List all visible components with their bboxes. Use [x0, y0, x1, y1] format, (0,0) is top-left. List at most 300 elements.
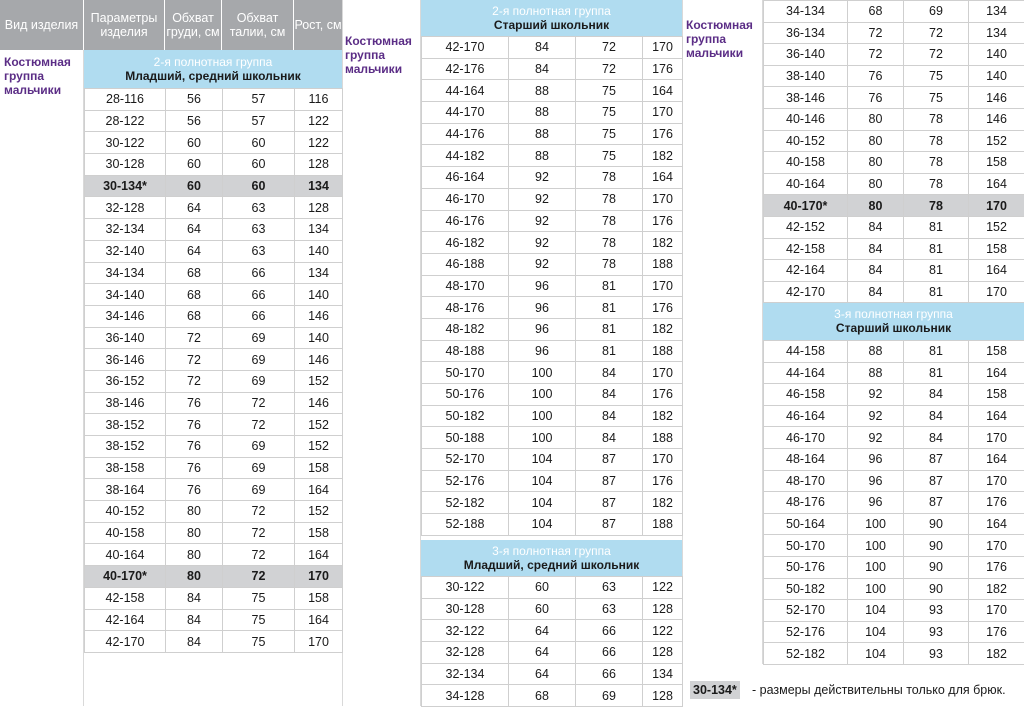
- cell-chest: 88: [848, 341, 904, 363]
- cell-chest: 84: [848, 216, 904, 238]
- cell-chest: 92: [509, 210, 576, 232]
- table-row: [422, 123, 683, 145]
- cell-chest: 80: [166, 501, 223, 523]
- table-row: [422, 318, 683, 340]
- cell-height: 182: [969, 643, 1024, 665]
- cell-chest: 72: [848, 44, 904, 66]
- table-row: [422, 384, 683, 406]
- cell-size: 44-164: [422, 80, 509, 102]
- cell-height: 116: [295, 89, 343, 111]
- header-product-type: Вид изделия: [0, 0, 84, 50]
- cell-chest: 68: [166, 305, 223, 327]
- table-row: [764, 470, 1024, 492]
- cell-height: 164: [969, 448, 1024, 470]
- table-row: [764, 556, 1024, 578]
- table-row: [764, 384, 1024, 406]
- cell-waist: 72: [223, 522, 295, 544]
- cell-waist: 84: [576, 405, 643, 427]
- table-row: [764, 22, 1024, 44]
- cell-size: 52-182: [764, 643, 848, 665]
- cell-size: 50-176: [422, 384, 509, 406]
- cell-size: 48-176: [422, 297, 509, 319]
- cell-size: 28-116: [85, 89, 166, 111]
- cell-chest: 60: [166, 175, 223, 197]
- section-subtitle: Младший, средний школьник: [421, 558, 682, 572]
- header-params: Параметры изделия: [84, 0, 165, 50]
- cell-waist: 90: [904, 513, 969, 535]
- table-row: [422, 275, 683, 297]
- table-row: [85, 89, 343, 111]
- cell-chest: 100: [848, 556, 904, 578]
- cell-waist: 75: [904, 87, 969, 109]
- cell-size: 32-134: [85, 219, 166, 241]
- cell-waist: 75: [576, 102, 643, 124]
- product-type-label: Костюмная группа мальчики: [345, 34, 419, 76]
- table-row: [764, 405, 1024, 427]
- product-type-label: Костюмная группа мальчики: [686, 18, 762, 60]
- cell-chest: 80: [848, 173, 904, 195]
- cell-chest: 104: [509, 449, 576, 471]
- cell-waist: 78: [576, 210, 643, 232]
- cell-height: 182: [969, 578, 1024, 600]
- cell-height: 170: [643, 102, 683, 124]
- cell-size: 34-134: [764, 1, 848, 23]
- cell-size: 30-122: [422, 577, 509, 599]
- table-row: [85, 110, 343, 132]
- cell-waist: 72: [904, 44, 969, 66]
- cell-size: 48-170: [764, 470, 848, 492]
- cell-waist: 87: [904, 470, 969, 492]
- cell-waist: 78: [904, 173, 969, 195]
- cell-size: 32-128: [422, 642, 509, 664]
- cell-height: 146: [295, 392, 343, 414]
- cell-waist: 72: [904, 22, 969, 44]
- cell-height: 134: [969, 22, 1024, 44]
- table-row: [85, 175, 343, 197]
- cell-height: 170: [643, 362, 683, 384]
- cell-waist: 69: [904, 1, 969, 23]
- cell-height: 152: [969, 216, 1024, 238]
- cell-size: 52-182: [422, 492, 509, 514]
- cell-chest: 84: [166, 587, 223, 609]
- cell-chest: 96: [509, 318, 576, 340]
- cell-waist: 72: [223, 501, 295, 523]
- cell-chest: 76: [848, 65, 904, 87]
- cell-chest: 92: [848, 405, 904, 427]
- cell-chest: 64: [166, 240, 223, 262]
- section-title: 2-я полнотная группа: [84, 55, 342, 69]
- cell-waist: 78: [576, 167, 643, 189]
- cell-size: 32-122: [422, 620, 509, 642]
- table-row: [422, 102, 683, 124]
- cell-waist: 81: [576, 275, 643, 297]
- cell-size: 44-158: [764, 341, 848, 363]
- cell-waist: 75: [576, 145, 643, 167]
- footnote-text: - размеры действительны только для брюк.: [752, 683, 1006, 697]
- cell-height: 158: [969, 341, 1024, 363]
- cell-chest: 80: [848, 108, 904, 130]
- cell-size: 44-176: [422, 123, 509, 145]
- cell-size: 42-158: [85, 587, 166, 609]
- cell-height: 170: [969, 427, 1024, 449]
- cell-size: 42-158: [764, 238, 848, 260]
- cell-chest: 60: [166, 132, 223, 154]
- cell-height: 128: [643, 642, 683, 664]
- header-waist: Обхват талии, см: [222, 0, 294, 50]
- cell-size: 38-152: [85, 436, 166, 458]
- cell-height: 146: [969, 87, 1024, 109]
- cell-chest: 104: [509, 492, 576, 514]
- cell-chest: 60: [166, 154, 223, 176]
- table-row: [422, 598, 683, 620]
- cell-size: 52-176: [422, 470, 509, 492]
- cell-size: 28-122: [85, 110, 166, 132]
- footnote-marker: 30-134*: [690, 681, 740, 699]
- cell-height: 176: [969, 556, 1024, 578]
- cell-size: 46-182: [422, 232, 509, 254]
- table-row: [422, 58, 683, 80]
- cell-height: 152: [295, 501, 343, 523]
- cell-size: 50-182: [422, 405, 509, 427]
- table-row: [422, 514, 683, 536]
- cell-waist: 78: [904, 130, 969, 152]
- header-chest: Обхват груди, см: [165, 0, 222, 50]
- cell-waist: 84: [904, 384, 969, 406]
- cell-waist: 81: [904, 260, 969, 282]
- table-row: [764, 87, 1024, 109]
- cell-height: 182: [643, 145, 683, 167]
- table-row: [422, 340, 683, 362]
- cell-waist: 60: [223, 175, 295, 197]
- cell-waist: 75: [904, 65, 969, 87]
- table-row: [85, 305, 343, 327]
- cell-chest: 64: [509, 642, 576, 664]
- cell-size: 40-152: [85, 501, 166, 523]
- cell-size: 38-152: [85, 414, 166, 436]
- cell-height: 176: [969, 621, 1024, 643]
- table-row: [422, 405, 683, 427]
- cell-height: 164: [969, 362, 1024, 384]
- table-row: [422, 577, 683, 599]
- cell-chest: 76: [166, 479, 223, 501]
- table-row: [422, 80, 683, 102]
- cell-size: 48-188: [422, 340, 509, 362]
- cell-height: 128: [643, 685, 683, 707]
- cell-chest: 92: [509, 253, 576, 275]
- cell-height: 164: [969, 173, 1024, 195]
- cell-height: 158: [295, 457, 343, 479]
- cell-chest: 56: [166, 110, 223, 132]
- cell-height: 122: [295, 132, 343, 154]
- cell-height: 170: [643, 37, 683, 59]
- cell-height: 170: [295, 566, 343, 588]
- cell-chest: 96: [509, 297, 576, 319]
- size-table: [763, 340, 1024, 665]
- cell-size: 40-170*: [85, 566, 166, 588]
- cell-chest: 104: [848, 600, 904, 622]
- table-row: [85, 522, 343, 544]
- table-row: [85, 219, 343, 241]
- cell-height: 170: [643, 275, 683, 297]
- cell-chest: 100: [509, 427, 576, 449]
- cell-chest: 84: [848, 260, 904, 282]
- cell-height: 134: [295, 175, 343, 197]
- size-table: [84, 88, 343, 653]
- cell-waist: 75: [223, 587, 295, 609]
- cell-height: 170: [969, 281, 1024, 303]
- cell-height: 164: [295, 544, 343, 566]
- cell-waist: 87: [904, 492, 969, 514]
- cell-chest: 104: [509, 514, 576, 536]
- cell-waist: 90: [904, 535, 969, 557]
- cell-height: 134: [643, 663, 683, 685]
- cell-chest: 72: [166, 327, 223, 349]
- cell-size: 48-164: [764, 448, 848, 470]
- cell-size: 38-146: [764, 87, 848, 109]
- cell-chest: 104: [509, 470, 576, 492]
- cell-waist: 72: [223, 566, 295, 588]
- cell-waist: 63: [223, 240, 295, 262]
- cell-waist: 81: [904, 281, 969, 303]
- cell-size: 30-122: [85, 132, 166, 154]
- cell-size: 50-164: [764, 513, 848, 535]
- cell-waist: 60: [223, 154, 295, 176]
- cell-waist: 69: [223, 327, 295, 349]
- cell-waist: 63: [576, 598, 643, 620]
- cell-size: 36-140: [85, 327, 166, 349]
- size-table: [763, 0, 1024, 303]
- cell-chest: 96: [848, 470, 904, 492]
- cell-size: 42-170: [422, 37, 509, 59]
- cell-size: 34-128: [422, 685, 509, 707]
- cell-chest: 68: [509, 685, 576, 707]
- cell-chest: 104: [848, 621, 904, 643]
- cell-chest: 84: [166, 631, 223, 653]
- table-row: [422, 188, 683, 210]
- cell-height: 176: [643, 123, 683, 145]
- cell-waist: 69: [223, 349, 295, 371]
- section-title: 2-я полнотная группа: [421, 4, 682, 18]
- cell-waist: 87: [576, 449, 643, 471]
- cell-height: 152: [295, 414, 343, 436]
- cell-chest: 96: [509, 340, 576, 362]
- cell-chest: 88: [509, 102, 576, 124]
- cell-size: 52-170: [764, 600, 848, 622]
- section-header: [421, 0, 682, 36]
- cell-size: 46-164: [422, 167, 509, 189]
- cell-height: 170: [969, 195, 1024, 217]
- cell-waist: 66: [576, 642, 643, 664]
- cell-waist: 66: [576, 663, 643, 685]
- cell-waist: 84: [904, 427, 969, 449]
- table-row: [85, 457, 343, 479]
- cell-chest: 60: [509, 598, 576, 620]
- cell-waist: 66: [223, 262, 295, 284]
- cell-height: 170: [643, 449, 683, 471]
- cell-waist: 78: [576, 232, 643, 254]
- cell-size: 34-134: [85, 262, 166, 284]
- cell-size: 36-152: [85, 370, 166, 392]
- cell-size: 30-134*: [85, 175, 166, 197]
- table-row: [422, 663, 683, 685]
- table-row: [85, 284, 343, 306]
- cell-size: 30-128: [85, 154, 166, 176]
- cell-height: 176: [643, 210, 683, 232]
- cell-size: 46-188: [422, 253, 509, 275]
- cell-waist: 78: [904, 195, 969, 217]
- cell-size: 38-140: [764, 65, 848, 87]
- table-row: [422, 145, 683, 167]
- cell-height: 122: [295, 110, 343, 132]
- cell-chest: 96: [848, 448, 904, 470]
- section-header: [84, 50, 342, 88]
- table-row: [764, 535, 1024, 557]
- table-row: [85, 392, 343, 414]
- cell-height: 182: [643, 232, 683, 254]
- cell-size: 40-152: [764, 130, 848, 152]
- table-row: [85, 262, 343, 284]
- table-row: [764, 130, 1024, 152]
- cell-waist: 84: [576, 362, 643, 384]
- cell-size: 42-164: [764, 260, 848, 282]
- cell-height: 158: [969, 238, 1024, 260]
- cell-chest: 80: [848, 130, 904, 152]
- cell-chest: 84: [166, 609, 223, 631]
- table-row: [85, 349, 343, 371]
- cell-height: 134: [295, 262, 343, 284]
- cell-height: 128: [295, 197, 343, 219]
- cell-size: 52-188: [422, 514, 509, 536]
- table-row: [85, 436, 343, 458]
- cell-waist: 84: [576, 384, 643, 406]
- cell-waist: 81: [904, 362, 969, 384]
- table-row: [764, 427, 1024, 449]
- cell-waist: 90: [904, 556, 969, 578]
- cell-chest: 64: [509, 620, 576, 642]
- cell-height: 152: [969, 130, 1024, 152]
- cell-size: 48-176: [764, 492, 848, 514]
- table-row: [422, 642, 683, 664]
- cell-height: 140: [969, 65, 1024, 87]
- cell-chest: 80: [166, 566, 223, 588]
- table-row: [85, 544, 343, 566]
- cell-waist: 72: [576, 58, 643, 80]
- cell-chest: 88: [509, 123, 576, 145]
- cell-waist: 81: [904, 216, 969, 238]
- cell-height: 164: [643, 167, 683, 189]
- section-subtitle: Старший школьник: [763, 321, 1024, 335]
- cell-chest: 64: [166, 197, 223, 219]
- table-row: [764, 108, 1024, 130]
- cell-chest: 80: [848, 152, 904, 174]
- cell-height: 164: [295, 609, 343, 631]
- cell-chest: 100: [848, 578, 904, 600]
- cell-size: 32-134: [422, 663, 509, 685]
- cell-height: 176: [643, 384, 683, 406]
- cell-waist: 66: [223, 284, 295, 306]
- cell-waist: 84: [576, 427, 643, 449]
- table-row: [422, 210, 683, 232]
- cell-size: 32-128: [85, 197, 166, 219]
- cell-size: 46-158: [764, 384, 848, 406]
- table-row: [85, 240, 343, 262]
- table-row: [85, 631, 343, 653]
- cell-size: 42-164: [85, 609, 166, 631]
- cell-size: 36-146: [85, 349, 166, 371]
- table-row: [85, 154, 343, 176]
- cell-chest: 84: [509, 58, 576, 80]
- cell-chest: 84: [848, 238, 904, 260]
- cell-height: 158: [295, 522, 343, 544]
- cell-waist: 69: [223, 457, 295, 479]
- cell-size: 48-182: [422, 318, 509, 340]
- cell-size: 46-170: [764, 427, 848, 449]
- cell-chest: 76: [848, 87, 904, 109]
- table-row: [764, 621, 1024, 643]
- header-height: Рост, см: [294, 0, 342, 50]
- table-row: [85, 587, 343, 609]
- cell-chest: 76: [166, 392, 223, 414]
- cell-height: 140: [295, 240, 343, 262]
- table-row: [422, 253, 683, 275]
- size-table: [421, 36, 683, 536]
- cell-size: 38-158: [85, 457, 166, 479]
- cell-waist: 75: [223, 631, 295, 653]
- cell-height: 158: [295, 587, 343, 609]
- table-row: [422, 297, 683, 319]
- cell-size: 50-182: [764, 578, 848, 600]
- table-row: [764, 578, 1024, 600]
- cell-waist: 69: [576, 685, 643, 707]
- cell-chest: 100: [509, 384, 576, 406]
- cell-waist: 78: [576, 188, 643, 210]
- table-row: [422, 167, 683, 189]
- table-row: [764, 513, 1024, 535]
- cell-height: 122: [643, 620, 683, 642]
- cell-height: 176: [969, 492, 1024, 514]
- cell-size: 32-140: [85, 240, 166, 262]
- cell-waist: 72: [576, 37, 643, 59]
- table-row: [85, 414, 343, 436]
- table-row: [764, 1, 1024, 23]
- cell-size: 42-176: [422, 58, 509, 80]
- cell-waist: 60: [223, 132, 295, 154]
- cell-waist: 57: [223, 110, 295, 132]
- cell-height: 164: [643, 80, 683, 102]
- cell-chest: 92: [509, 167, 576, 189]
- cell-chest: 104: [848, 643, 904, 665]
- cell-size: 52-176: [764, 621, 848, 643]
- cell-waist: 69: [223, 370, 295, 392]
- cell-size: 30-128: [422, 598, 509, 620]
- cell-waist: 72: [223, 392, 295, 414]
- cell-waist: 81: [904, 341, 969, 363]
- cell-height: 128: [295, 154, 343, 176]
- cell-size: 42-170: [85, 631, 166, 653]
- cell-waist: 66: [223, 305, 295, 327]
- cell-waist: 81: [576, 318, 643, 340]
- cell-chest: 84: [509, 37, 576, 59]
- table-row: [764, 643, 1024, 665]
- cell-chest: 88: [509, 80, 576, 102]
- cell-size: 42-170: [764, 281, 848, 303]
- cell-height: 170: [969, 470, 1024, 492]
- cell-size: 52-170: [422, 449, 509, 471]
- cell-height: 182: [643, 492, 683, 514]
- cell-chest: 80: [166, 544, 223, 566]
- cell-height: 170: [643, 188, 683, 210]
- table-row: [85, 609, 343, 631]
